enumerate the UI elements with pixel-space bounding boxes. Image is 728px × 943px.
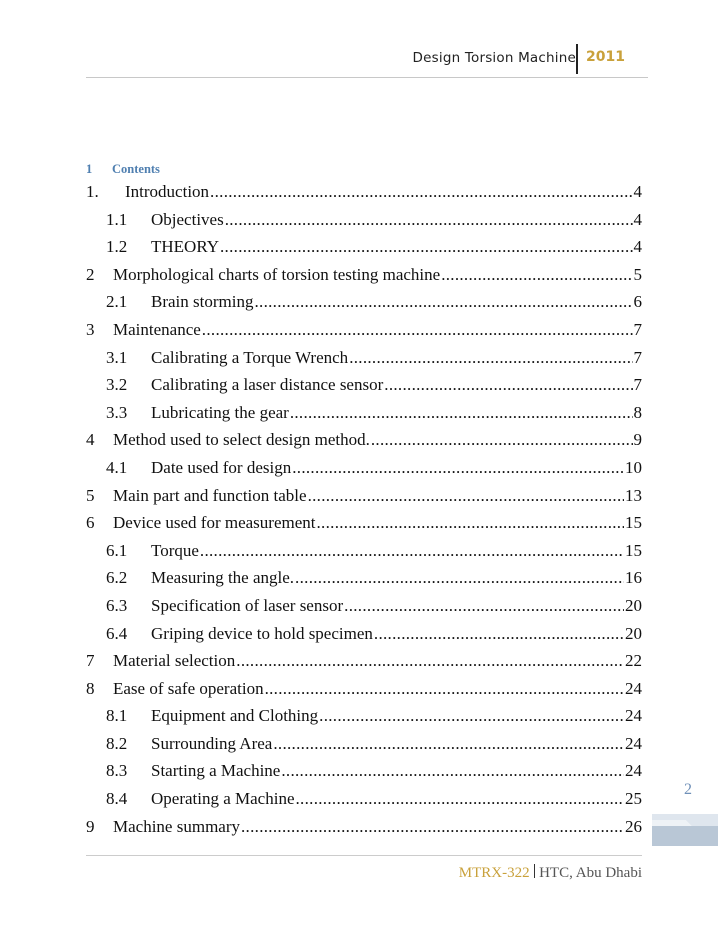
table-of-contents (86, 181, 642, 843)
toc-entry-page: 4 (633, 209, 642, 229)
toc-entry-label: Introduction (125, 182, 210, 201)
toc-heading-number: 1 (86, 162, 93, 176)
toc-entry-page: 26 (625, 816, 642, 836)
toc-entry-number: 2 (86, 264, 95, 284)
toc-entry[interactable] (86, 485, 642, 513)
toc-entry[interactable] (86, 623, 642, 651)
toc-entry-label: Operating a Machine (151, 789, 295, 809)
toc-dot-leader (292, 457, 624, 479)
toc-heading (86, 162, 160, 177)
toc-entry-page: 15 (625, 513, 642, 533)
toc-entry-label: Maintenance (113, 319, 201, 339)
page-header (0, 44, 728, 84)
toc-entry-page: 20 (625, 623, 642, 643)
toc-entry-label: Material selection (113, 651, 236, 671)
toc-dot-leader (236, 650, 624, 672)
toc-entry-page: 7 (633, 347, 642, 367)
toc-dot-leader (374, 623, 624, 645)
toc-dot-leader (225, 209, 633, 231)
toc-dot-leader (200, 540, 624, 562)
toc-entry[interactable] (86, 457, 642, 485)
toc-entry-label: Method used to select design method. (113, 430, 370, 450)
toc-entry[interactable] (86, 319, 642, 347)
toc-entry-page: 8 (633, 402, 642, 422)
toc-entry-page: 13 (625, 485, 642, 505)
footer-rule (86, 855, 642, 856)
toc-entry-number: 1.2 (106, 237, 128, 257)
toc-dot-leader (220, 236, 633, 258)
toc-entry-label: Equipment and Clothing (151, 706, 319, 726)
toc-entry[interactable] (86, 595, 642, 623)
toc-entry-number: 4 (86, 430, 95, 450)
toc-entry-label: Brain storming (151, 292, 254, 312)
toc-dot-leader (296, 788, 625, 810)
toc-dot-leader (317, 512, 625, 534)
toc-entry-page: 5 (633, 264, 642, 284)
document-year: 2011 (586, 49, 625, 65)
toc-entry-page: 24 (625, 733, 642, 753)
toc-entry-label: Date used for design (151, 457, 292, 477)
toc-dot-leader (273, 733, 624, 755)
toc-entry-page: 10 (625, 457, 642, 477)
toc-entry-page: 20 (625, 595, 642, 615)
toc-entry-number: 2.1 (106, 292, 128, 312)
toc-entry-label: Ease of safe operation (113, 678, 264, 698)
toc-entry[interactable] (86, 512, 642, 540)
toc-entry[interactable] (86, 567, 642, 595)
toc-dot-leader (290, 402, 633, 424)
toc-entry[interactable] (86, 650, 642, 678)
header-divider (576, 44, 578, 74)
toc-entry-page: 7 (633, 319, 642, 339)
toc-dot-leader (295, 567, 624, 589)
toc-entry-number: 8.4 (106, 789, 128, 809)
toc-entry-page: 25 (625, 789, 642, 809)
toc-heading-label: Contents (112, 162, 160, 176)
toc-dot-leader (241, 816, 624, 838)
toc-entry-label: Calibrating a Torque Wrench (151, 347, 349, 367)
footer-institution: HTC, Abu Dhabi (539, 865, 642, 881)
toc-entry[interactable] (86, 236, 642, 264)
toc-entry-number: 9 (86, 816, 95, 836)
toc-dot-leader (319, 705, 624, 727)
toc-entry-page: 16 (625, 568, 642, 588)
toc-entry-label: Calibrating a laser distance sensor (151, 375, 384, 395)
toc-entry[interactable] (86, 374, 642, 402)
toc-entry[interactable] (86, 402, 642, 430)
toc-entry-number: 3.1 (106, 347, 128, 367)
toc-entry-label: Torque (151, 540, 199, 560)
toc-entry[interactable] (86, 760, 642, 788)
toc-entry[interactable] (86, 540, 642, 568)
toc-entry-number: 6.3 (106, 595, 128, 615)
toc-entry[interactable] (86, 788, 642, 816)
page-footer (459, 864, 642, 882)
page-tab-icon (652, 810, 718, 850)
toc-entry[interactable] (86, 705, 642, 733)
toc-entry-page: 22 (625, 651, 642, 671)
header-rule (86, 77, 648, 78)
toc-entry[interactable] (86, 816, 642, 844)
toc-entry-label: Starting a Machine (151, 761, 281, 781)
toc-dot-leader (384, 374, 632, 396)
toc-entry[interactable] (86, 209, 642, 237)
toc-entry-label: Morphological charts of torsion testing machine (113, 264, 441, 284)
toc-entry-label: Lubricating the gear (151, 402, 289, 422)
toc-entry-page: 4 (633, 182, 642, 201)
toc-dot-leader (308, 485, 624, 507)
footer-divider (534, 864, 536, 878)
toc-entry[interactable] (86, 347, 642, 375)
toc-entry-page: 7 (633, 375, 642, 395)
toc-entry-number: 3.3 (106, 402, 128, 422)
toc-entry-number: 8.1 (106, 706, 128, 726)
toc-entry-label: Machine summary (113, 816, 240, 836)
toc-entry-number: 1. (86, 182, 99, 201)
toc-dot-leader (349, 347, 632, 369)
toc-entry-label: Objectives (151, 209, 224, 229)
toc-entry[interactable] (86, 291, 642, 319)
toc-entry[interactable] (86, 429, 642, 457)
toc-dot-leader (371, 429, 633, 451)
toc-entry-number: 6.2 (106, 568, 128, 588)
toc-entry-page: 24 (625, 678, 642, 698)
toc-entry[interactable] (86, 181, 642, 209)
toc-dot-leader (281, 760, 624, 782)
toc-entry-number: 8 (86, 678, 95, 698)
toc-entry-label: Main part and function table (113, 485, 307, 505)
document-title: Design Torsion Machine (412, 50, 576, 66)
toc-entry-number: 8.3 (106, 761, 128, 781)
toc-entry-label: Measuring the angle. (151, 568, 295, 588)
toc-entry-label: Device used for measurement (113, 513, 316, 533)
toc-entry-number: 3 (86, 319, 95, 339)
toc-entry-page: 24 (625, 706, 642, 726)
toc-entry-page: 9 (633, 430, 642, 450)
footer-course-code: MTRX-322 (458, 865, 530, 881)
toc-entry-page: 24 (625, 761, 642, 781)
toc-entry-number: 3.2 (106, 375, 128, 395)
toc-entry-number: 4.1 (106, 457, 128, 477)
toc-dot-leader (344, 595, 624, 617)
toc-entry-number: 6.4 (106, 623, 128, 643)
toc-entry-page: 15 (625, 540, 642, 560)
toc-dot-leader (210, 181, 632, 203)
toc-entry-number: 6 (86, 513, 95, 533)
toc-entry[interactable] (86, 733, 642, 761)
toc-entry-label: Specification of laser sensor (151, 595, 344, 615)
toc-entry-label: THEORY (151, 237, 219, 257)
toc-entry-label: Griping device to hold specimen (151, 623, 373, 643)
toc-entry-number: 6.1 (106, 540, 128, 560)
toc-dot-leader (254, 291, 632, 313)
toc-entry-number: 8.2 (106, 733, 128, 753)
toc-dot-leader (202, 319, 633, 341)
toc-dot-leader (441, 264, 632, 286)
toc-entry-number: 5 (86, 485, 95, 505)
toc-entry[interactable] (86, 678, 642, 706)
page-number: 2 (684, 781, 692, 798)
toc-entry-number: 7 (86, 651, 95, 671)
toc-entry-label: Surrounding Area (151, 733, 273, 753)
toc-entry-page: 4 (633, 237, 642, 257)
toc-entry-number: 1.1 (106, 209, 128, 229)
toc-entry-page: 6 (633, 292, 642, 312)
toc-dot-leader (265, 678, 624, 700)
toc-entry[interactable] (86, 264, 642, 292)
